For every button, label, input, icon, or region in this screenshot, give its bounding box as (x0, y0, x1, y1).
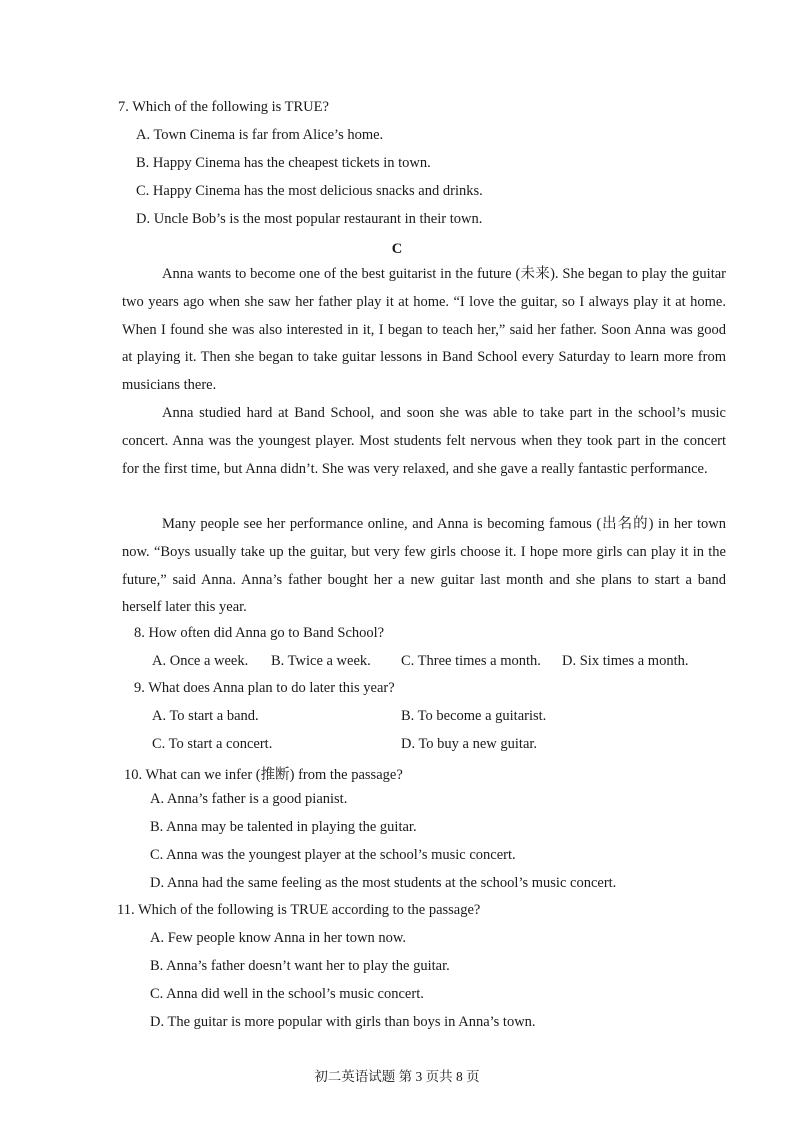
q11-option-a: A. Few people know Anna in her town now. (150, 930, 406, 946)
q11-option-b: B. Anna’s father doesn’t want her to play the guitar. (150, 958, 450, 974)
passage-paragraph-1: Anna wants to become one of the best guitarist in the future (未来). She began to play the guitar two years ago when she saw her father play it at home. “I love the guitar, so I always play it at home. When I found she was also interested in it, I began to teach her,” said her father. Soon Anna was good at playing it. Then she began to take guitar lessons in Band School every Saturday to learn more from musicians there. (122, 266, 726, 394)
q7-option-a: A. Town Cinema is far from Alice’s home. (136, 127, 384, 143)
page-footer: 初二英语试题 第 3 页共 8 页 (314, 1069, 480, 1084)
q8-option-b: B. Twice a week. (271, 653, 371, 669)
q9-option-c: C. To start a concert. (152, 736, 273, 752)
q8-option-c: C. Three times a month. (401, 653, 541, 669)
passage-paragraph-3: Many people see her performance online, and Anna is becoming famous (出名的) in her town now. “Boys usually take up the guitar, but very few girls choose it. I hope more girls can play it in the future,” said Anna. Anna’s father bought her a new guitar last month and she plans to start a band herself later this year. (122, 516, 726, 616)
passage-paragraph-2: Anna studied hard at Band School, and soon she was able to take part in the school’s music concert. Anna was the youngest player. Most students felt nervous when they took part in the concert for the first time, but Anna didn’t. She was very relaxed, and she gave a really fantastic performance. (122, 405, 726, 477)
q10-option-d: D. Anna had the same feeling as the most students at the school’s music concert. (150, 875, 617, 891)
q10-option-b: B. Anna may be talented in playing the guitar. (150, 819, 417, 835)
q9-option-b: B. To become a guitarist. (401, 708, 547, 724)
question-9: 9. What does Anna plan to do later this year? (134, 680, 395, 696)
q7-option-c: C. Happy Cinema has the most delicious snacks and drinks. (136, 183, 483, 199)
question-8: 8. How often did Anna go to Band School? (134, 625, 385, 641)
question-10: 10. What can we infer (推断) from the passage? (124, 767, 403, 783)
q8-option-d: D. Six times a month. (562, 653, 689, 669)
q10-option-a: A. Anna’s father is a good pianist. (150, 791, 348, 807)
q10-option-c: C. Anna was the youngest player at the school’s music concert. (150, 847, 516, 863)
question-11: 11. Which of the following is TRUE according to the passage? (117, 902, 481, 918)
q11-option-c: C. Anna did well in the school’s music concert. (150, 986, 424, 1002)
question-7: 7. Which of the following is TRUE? (118, 99, 329, 115)
q9-option-d: D. To buy a new guitar. (401, 736, 538, 752)
q11-option-d: D. The guitar is more popular with girls than boys in Anna’s town. (150, 1014, 536, 1030)
q9-option-a: A. To start a band. (152, 708, 259, 724)
q7-option-d: D. Uncle Bob’s is the most popular restaurant in their town. (136, 211, 483, 227)
section-title: C (391, 241, 403, 257)
q8-option-a: A. Once a week. (152, 653, 249, 669)
q7-option-b: B. Happy Cinema has the cheapest tickets in town. (136, 155, 431, 171)
